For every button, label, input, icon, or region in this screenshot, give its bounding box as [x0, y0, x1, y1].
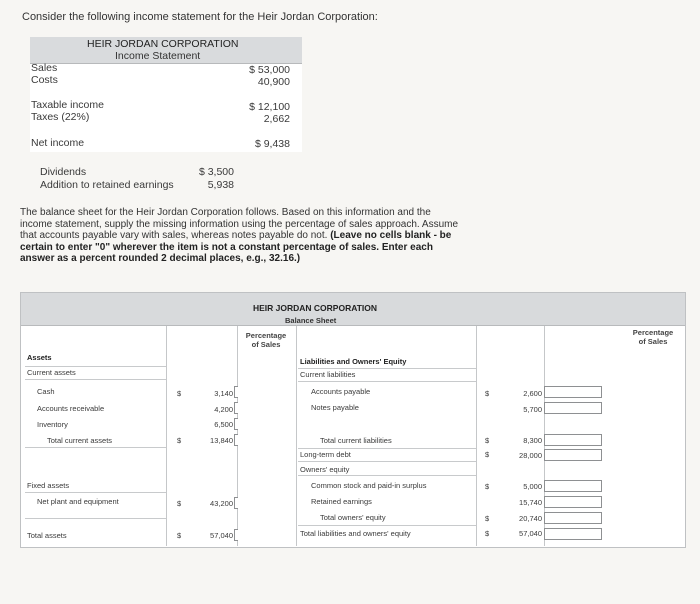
taxes-label: Taxes (22%)	[31, 111, 90, 123]
income-statement-header	[30, 37, 302, 64]
common-stock-label: Common stock and paid-in surplus	[311, 481, 427, 490]
row-line	[25, 518, 166, 519]
total-owners-equity-label: Total owners' equity	[320, 513, 386, 522]
np-value: 5,700	[523, 405, 542, 414]
net-income-label: Net income	[31, 137, 85, 149]
npe-pct-input[interactable]	[234, 497, 238, 509]
accounts-receivable-value: 4,200	[214, 405, 233, 414]
row-line	[298, 461, 476, 462]
retained-earnings-bs-label: Retained earnings	[311, 497, 372, 506]
column-divider	[166, 326, 167, 546]
cs-currency: $	[485, 482, 490, 491]
current-liabilities-label: Current liabilities	[300, 370, 356, 379]
ar-pct-input[interactable]	[234, 402, 238, 414]
row-line	[298, 448, 476, 449]
pct-header-left	[239, 331, 293, 349]
taxes-value: 2,662	[263, 113, 290, 125]
tca-pct-input[interactable]	[234, 434, 238, 446]
accounts-payable-label: Accounts payable	[311, 387, 371, 396]
retained-earnings-label: Addition to retained earnings	[40, 179, 174, 191]
sales-value: $ 53,000	[249, 64, 290, 76]
row-line	[298, 368, 476, 369]
paragraph-text: The balance sheet for the Heir Jordan Corporation follows. Based on this information and the income statement, supply the missing information using the percentage of sales approach. Assume that accounts payable vary with sales, whereas notes payable do not.	[20, 207, 459, 241]
total-liabilities-equity-label: Total liabilities and owners' equity	[300, 529, 411, 538]
ltd-currency: $	[485, 450, 490, 459]
instructions-paragraph	[20, 207, 460, 265]
row-line	[25, 492, 166, 493]
taxable-income-value: $ 12,100	[249, 101, 290, 113]
tcl-pct-input[interactable]	[544, 434, 602, 446]
cs-pct-input[interactable]	[544, 480, 602, 492]
ltd-value: 28,000	[519, 451, 542, 460]
retained-earnings-value: 5,938	[207, 179, 234, 191]
cash-currency: $	[177, 389, 182, 398]
toe-value: 20,740	[519, 514, 542, 523]
re-pct-input[interactable]	[544, 496, 602, 508]
inventory-label: Inventory	[37, 420, 68, 429]
pct-header-right-line2: of Sales	[638, 337, 668, 346]
pct-header-right	[625, 328, 681, 346]
column-divider	[476, 326, 477, 546]
inventory-value: 6,500	[214, 420, 233, 429]
tca-value: 13,840	[210, 436, 233, 445]
re-value: 15,740	[519, 498, 542, 507]
tloe-value: 57,040	[519, 529, 542, 538]
sales-label: Sales	[31, 62, 58, 74]
tca-currency: $	[177, 436, 182, 445]
costs-label: Costs	[31, 74, 58, 86]
total-assets-pct-input[interactable]	[234, 529, 238, 541]
tcl-value: 8,300	[523, 436, 542, 445]
income-statement	[30, 37, 302, 152]
balance-sheet-subtitle: Balance Sheet	[285, 316, 337, 325]
column-divider	[296, 326, 297, 546]
tcl-currency: $	[485, 436, 490, 445]
owners-equity-label: Owners' equity	[300, 465, 350, 474]
row-line	[25, 379, 166, 380]
accounts-receivable-label: Accounts receivable	[37, 404, 105, 413]
pct-header-left-line1: Percentage	[245, 331, 287, 340]
pct-header-right-line1: Percentage	[632, 328, 674, 337]
toe-currency: $	[485, 514, 490, 523]
balance-sheet-title: HEIR JORDAN CORPORATION	[253, 303, 378, 313]
income-statement-title: HEIR JORDAN CORPORATION	[87, 38, 239, 50]
liabilities-heading: Liabilities and Owners' Equity	[300, 357, 407, 366]
taxable-income-label: Taxable income	[31, 99, 104, 111]
intro-text: Consider the following income statement for the Heir Jordan Corporation:	[22, 11, 378, 23]
npe-value: 43,200	[210, 499, 233, 508]
cs-value: 5,000	[523, 482, 542, 491]
total-current-assets-label: Total current assets	[47, 436, 113, 445]
total-current-liabilities-label: Total current liabilities	[320, 436, 392, 445]
income-statement-subtitle: Income Statement	[115, 50, 201, 62]
tloe-pct-input[interactable]	[544, 528, 602, 540]
balance-sheet	[20, 292, 686, 548]
cash-value: 3,140	[214, 389, 233, 398]
notes-payable-label: Notes payable	[311, 403, 359, 412]
total-assets-label: Total assets	[27, 531, 67, 540]
dividends-label: Dividends	[40, 166, 87, 178]
tloe-currency: $	[485, 529, 490, 538]
assets-heading: Assets	[27, 353, 52, 362]
net-income-value: $ 9,438	[254, 138, 290, 150]
cash-label: Cash	[37, 387, 55, 396]
toe-pct-input[interactable]	[544, 512, 602, 524]
dividends-value: $ 3,500	[198, 166, 234, 178]
total-assets-value: 57,040	[210, 531, 233, 540]
cash-pct-input[interactable]	[234, 386, 238, 398]
long-term-debt-label: Long-term debt	[300, 450, 351, 459]
np-pct-input[interactable]	[544, 402, 602, 414]
pct-header-left-line2: of Sales	[251, 340, 281, 349]
current-assets-label: Current assets	[27, 368, 76, 377]
ltd-pct-input[interactable]	[544, 449, 602, 461]
total-assets-currency: $	[177, 531, 182, 540]
row-line	[25, 447, 166, 448]
row-line	[298, 381, 476, 382]
row-line	[298, 525, 476, 526]
balance-sheet-header	[21, 293, 685, 326]
net-plant-equipment-label: Net plant and equipment	[37, 497, 119, 506]
ap-currency: $	[485, 389, 490, 398]
row-line	[25, 366, 166, 367]
ap-pct-input[interactable]	[544, 386, 602, 398]
inventory-pct-input[interactable]	[234, 418, 238, 430]
costs-value: 40,900	[257, 76, 290, 88]
paragraph-instruction: (Leave no cells blank - be certain to enter "0" wherever the item is not a constant percentage of sales. Enter each answer as a percent rounded 2 decimal places, e.g., 32.16.)	[20, 230, 452, 264]
npe-currency: $	[177, 499, 182, 508]
fixed-assets-label: Fixed assets	[27, 481, 70, 490]
ap-value: 2,600	[523, 389, 542, 398]
row-line	[298, 475, 476, 476]
